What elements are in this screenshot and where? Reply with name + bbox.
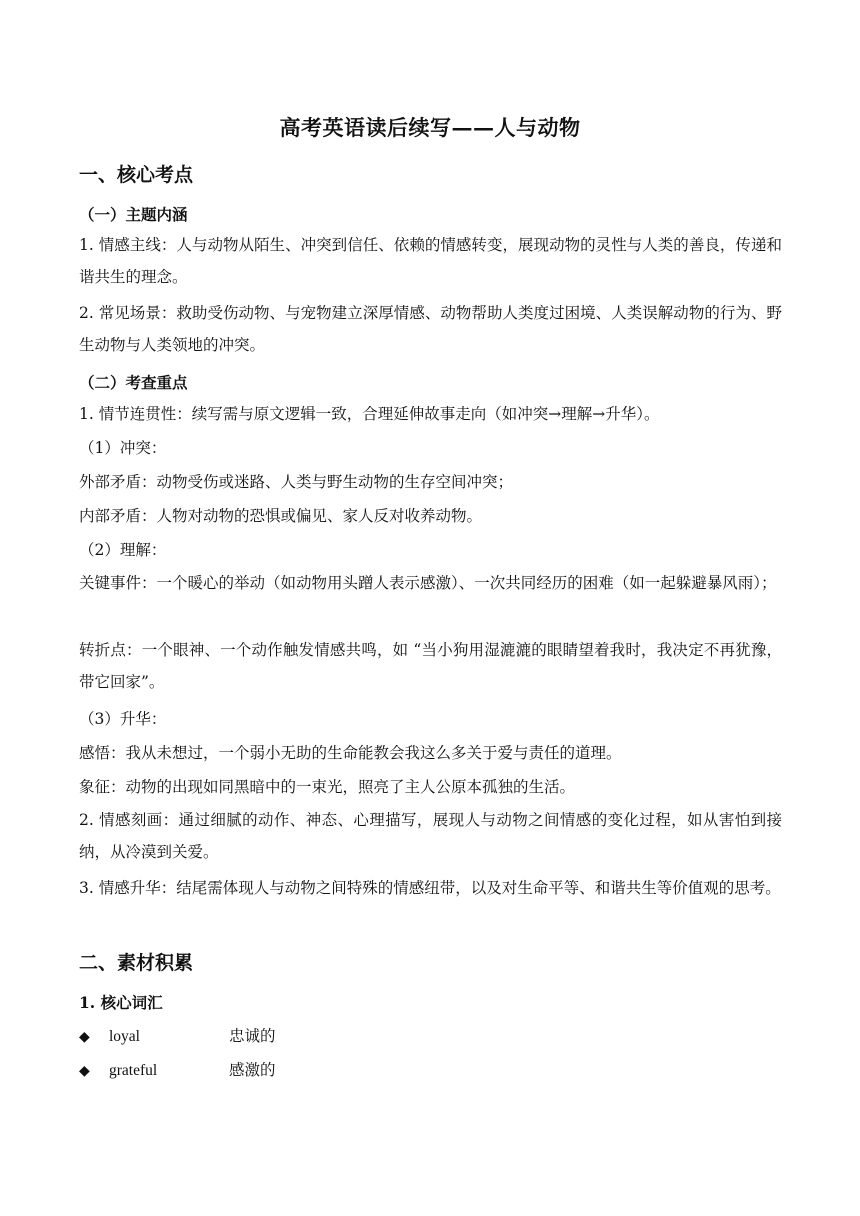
document-title: 高考英语读后续写——人与动物 xyxy=(279,115,581,140)
paragraph-key-event: 关键事件：一个暖心的举动（如动物用头蹭人表示感激）、一次共同经历的困难（如一起躲避暴风雨）； xyxy=(79,574,777,592)
paragraph-external-conflict: 外部矛盾：动物受伤或迷路、人类与野生动物的生存空间冲突； xyxy=(79,473,514,491)
vocab-english: grateful xyxy=(109,1062,158,1079)
vocab-english: loyal xyxy=(109,1028,140,1045)
diamond-bullet-icon: ◆ xyxy=(79,1029,90,1045)
paragraph-emotional-sublimation: 3. 情感升华：结尾需体现人与动物之间特殊的情感纽带，以及对生命平等、和谐共生等价值观的思考。 xyxy=(79,879,781,897)
vocab-item xyxy=(79,1058,276,1080)
paragraph-emotional-portrayal: 2. 情感刻画：通过细腻的动作、神态、心理描写，展现人与动物之间情感的变化过程，如从害怕到接纳，从冷漠到关爱。 xyxy=(79,811,782,861)
subsection-heading-core-vocabulary: 1. 核心词汇 xyxy=(79,993,163,1012)
paragraph-internal-conflict: 内部矛盾：人物对动物的恐惧或偏见、家人反对收养动物。 xyxy=(79,507,483,525)
vocab-chinese: 感激的 xyxy=(229,1061,276,1079)
paragraph-plot-coherence: 1. 情节连贯性：续写需与原文逻辑一致，合理延伸故事走向（如冲突→理解→升华）。 xyxy=(79,405,660,423)
section-heading-materials: 二、素材积累 xyxy=(79,952,194,974)
subsection-heading-key-points: （二）考查重点 xyxy=(79,373,188,392)
diamond-bullet-icon: ◆ xyxy=(79,1063,90,1079)
vocab-item xyxy=(79,1024,276,1046)
label-sublimation: （3）升华： xyxy=(79,710,167,728)
paragraph-emotional-mainline: 1. 情感主线：人与动物从陌生、冲突到信任、依赖的情感转变，展现动物的灵性与人类的善良，传递和谐共生的理念。 xyxy=(79,236,782,286)
vocab-chinese: 忠诚的 xyxy=(229,1027,276,1045)
paragraph-symbol: 象征：动物的出现如同黑暗中的一束光，照亮了主人公原本孤独的生活。 xyxy=(79,778,576,796)
paragraph-common-scenes: 2. 常见场景：救助受伤动物、与宠物建立深厚情感、动物帮助人类度过困境、人类误解动物的行为、野生动物与人类领地的冲突。 xyxy=(79,304,782,354)
paragraph-turning-point: 转折点：一个眼神、一个动作触发情感共鸣，如 “当小狗用湿漉漉的眼睛望着我时，我决定不再犹豫，带它回家”。 xyxy=(79,641,782,691)
section-heading-core-points: 一、核心考点 xyxy=(79,164,194,186)
paragraph-insight: 感悟：我从未想过，一个弱小无助的生命能教会我这么多关于爱与责任的道理。 xyxy=(79,744,622,762)
label-understanding: （2）理解： xyxy=(79,541,167,559)
label-conflict: （1）冲突： xyxy=(79,439,167,457)
subsection-heading-theme: （一）主题内涵 xyxy=(79,205,188,224)
